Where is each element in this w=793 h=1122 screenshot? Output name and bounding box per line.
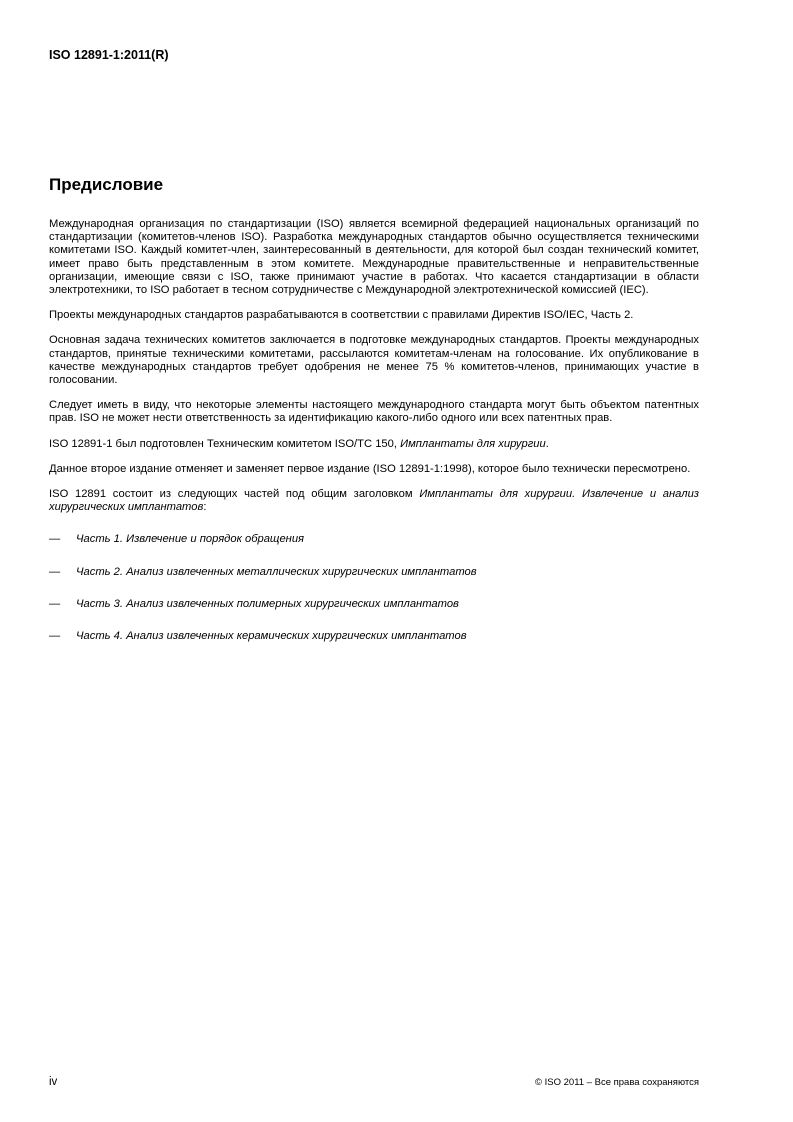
list-item-text: Часть 3. Анализ извлеченных полимерных хирургических имплантатов (76, 597, 459, 610)
list-dash: — (49, 533, 61, 546)
prepared-by-text: ISO 12891-1 был подготовлен Техническим комитетом ISO/TC 150, (49, 437, 401, 450)
page-title: Предисловие (49, 175, 164, 194)
paragraph-committees-task: Основная задача технических комитетов заключается в подготовке международных стандартов. Проекты международных стандартов, принятые техническими комитетами, рассылаются комитетам-членам на голосование. Их опубликование в качестве международных стандартов требует одобрения не менее 75 % комитетов-членов, принимающих участие в голосовании. (49, 334, 699, 387)
paragraph-prepared-by (49, 438, 699, 451)
document-id-header: ISO 12891-1:2011(R) (49, 48, 169, 62)
general-title-italic: Имплантаты для хирургии. Извлечение и анализ хирургических имплантатов (49, 488, 699, 514)
list-item (49, 566, 699, 579)
paragraph-second-edition: Данное второе издание отменяет и заменяет первое издание (ISO 12891-1:1998), которое было технически пересмотрено. (49, 462, 691, 475)
page-number: iv (49, 1076, 58, 1088)
parts-intro-text: ISO 12891 состоит из следующих частей под общим заголовком (49, 488, 420, 501)
paragraph-iso-organization: Международная организация по стандартизации (ISO) является всемирной федерацией национальных организаций по стандартизации (комитетов-членов ISO). Разработка международных стандартов обычно осуществляется техническими комитетами ISO. Каждый комитет-член, заинтересованный в деятельности, для которой был создан технический комитет, имеет право быть представленным в этом комитете. Международные правительственные и неправительственные организации, имеющие связи с ISO, также принимают участие в работах. Что касается стандартизации в области электротехники, то ISO работает в тесном сотрудничестве с Международной электротехнической комиссией (IEC). (49, 218, 699, 297)
list-item-text: Часть 4. Анализ извлеченных керамических хирургических имплантатов (76, 630, 467, 643)
copyright-notice: © ISO 2011 – Все права сохраняются (534, 1077, 699, 1088)
parts-list (49, 533, 699, 643)
list-dash: — (49, 597, 61, 610)
prepared-by-end: . (545, 437, 549, 450)
list-dash: — (49, 630, 61, 643)
list-item (49, 598, 699, 611)
paragraph-parts-intro (49, 488, 699, 514)
foreword-body (49, 218, 699, 662)
list-item-text: Часть 2. Анализ извлеченных металлических хирургических имплантатов (76, 565, 477, 578)
committee-title-italic: Имплантаты для хирургии (400, 437, 546, 450)
list-dash: — (49, 565, 61, 578)
parts-intro-end: : (203, 501, 207, 514)
paragraph-patent-rights: Следует иметь в виду, что некоторые элементы настоящего международного стандарта могут быть объектом патентных прав. ISO не может нести ответственность за идентификацию какого-либо одного или всех патентных прав. (49, 399, 699, 425)
paragraph-directives: Проекты международных стандартов разрабатываются в соответствии с правилами Директив ISO/IEC, Часть 2. (49, 309, 634, 322)
list-item (49, 533, 699, 546)
list-item-text: Часть 1. Извлечение и порядок обращения (76, 533, 305, 546)
list-item (49, 630, 699, 643)
